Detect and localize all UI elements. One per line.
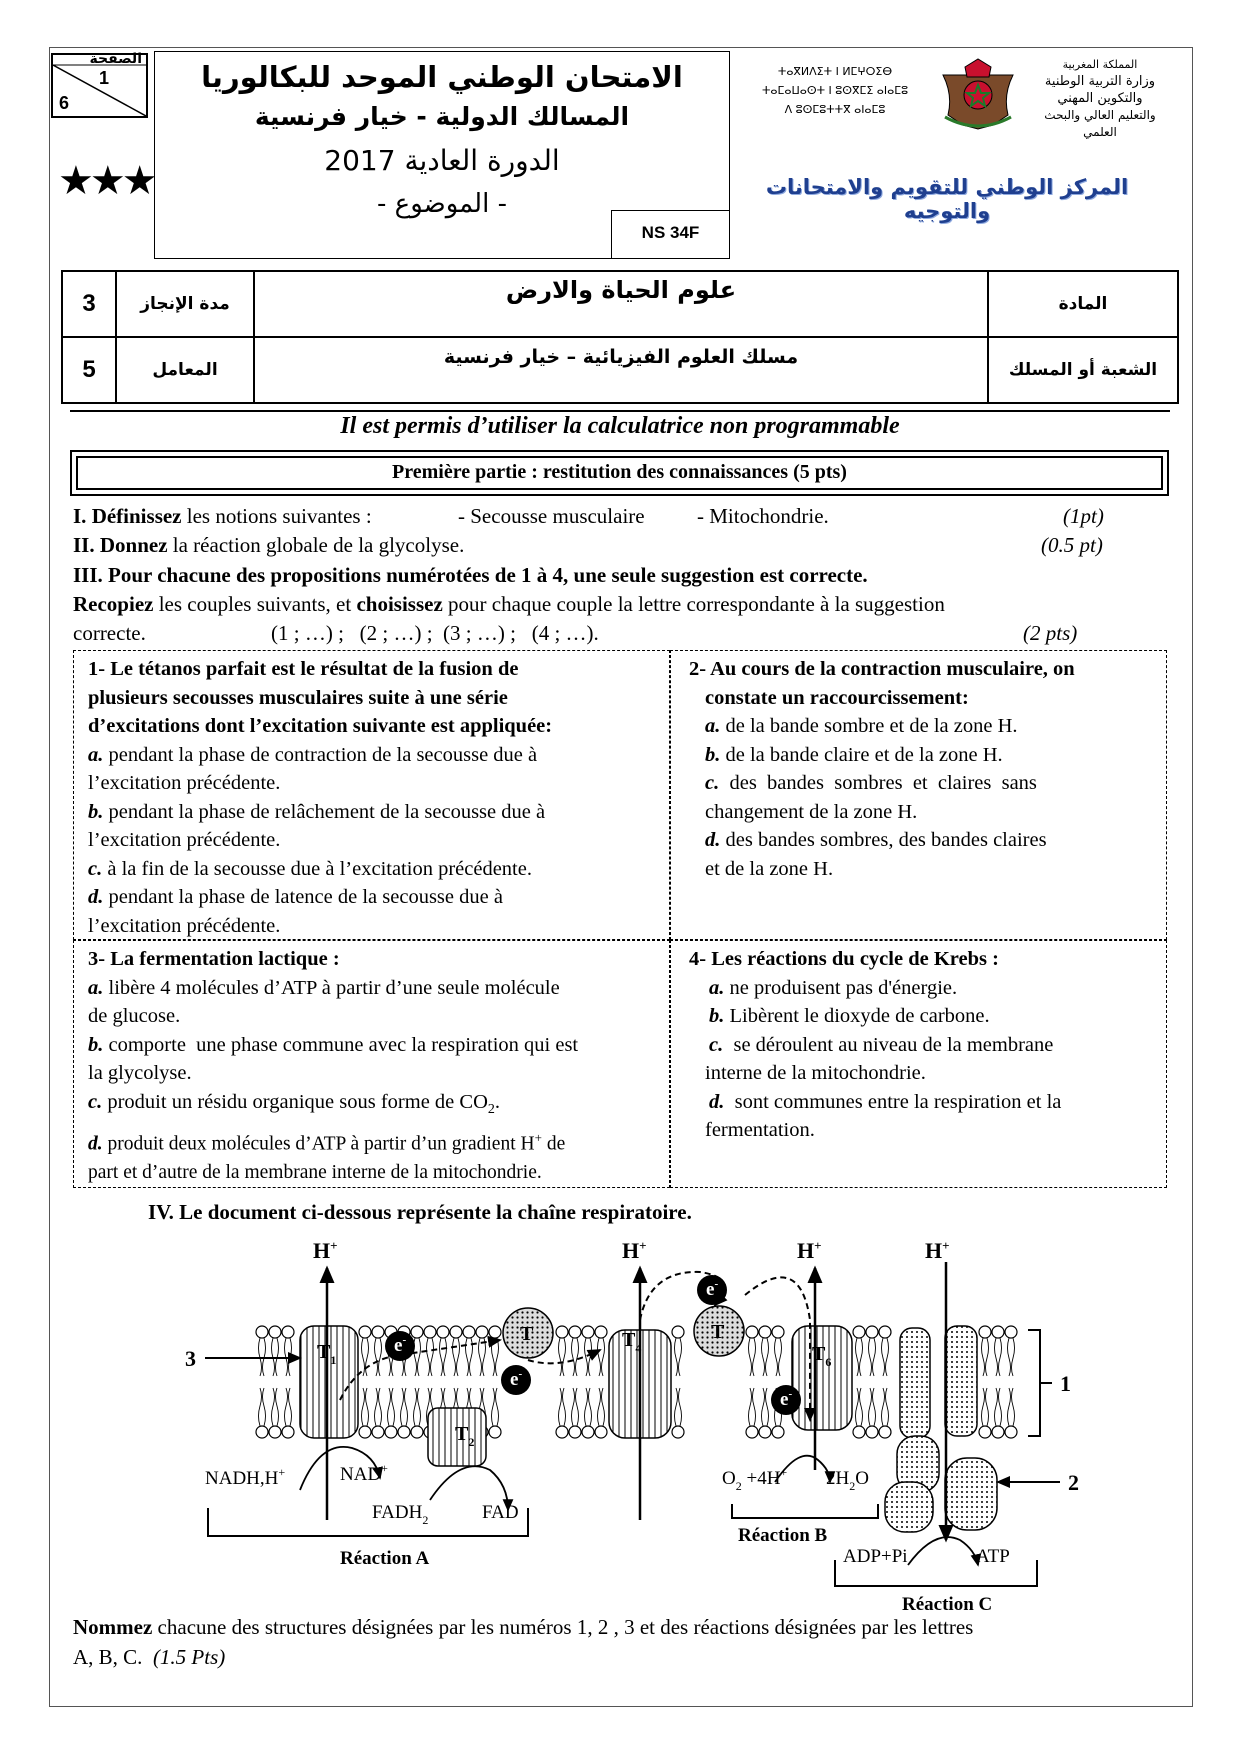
- h-plus-4: H+: [925, 1238, 950, 1263]
- p2-c-2: changement de la zone H.: [705, 800, 918, 823]
- h-plus-1: H+: [313, 1238, 338, 1263]
- ministry-block: [1030, 56, 1170, 141]
- p2-stem-1: 2- Au cours de la contraction musculaire, on: [689, 658, 1075, 680]
- phospholipid-head: [556, 1426, 568, 1438]
- p1-stem-1: 1- Le tétanos parfait est le résultat de la fusion de: [88, 658, 519, 680]
- p3-letter-b: b.: [88, 1033, 104, 1056]
- phospholipid-head: [1005, 1426, 1017, 1438]
- phospholipid-head: [979, 1326, 991, 1338]
- label-2: 2: [1068, 1470, 1079, 1495]
- duration-label-cell: [117, 272, 255, 338]
- duration-label: مدة الإنجاز: [140, 294, 230, 314]
- info-table: [61, 270, 1179, 404]
- p4-stem: 4- Les réactions du cycle de Krebs :: [689, 948, 999, 970]
- p1-letter-a: a.: [88, 743, 104, 766]
- q1-verb: Définissez: [91, 504, 182, 528]
- coef-label-cell: [117, 338, 255, 402]
- phospholipid-head: [582, 1326, 594, 1338]
- phospholipid-head: [359, 1326, 371, 1338]
- ministry-line-4: والتعليم العالي والبحث العلمي: [1044, 108, 1156, 139]
- phospholipid-tail: [762, 1338, 769, 1426]
- phospholipid-head: [759, 1326, 771, 1338]
- coef-value-cell: [63, 338, 117, 402]
- branch-label: الشعبة أو المسلك: [1008, 360, 1158, 380]
- phospholipid-head: [476, 1326, 488, 1338]
- respiratory-chain-diagram: [150, 1222, 1150, 1622]
- p1-d-1: pendant la phase de latence de la secousse due à: [103, 886, 503, 908]
- q3-text-3: correcte.: [73, 621, 146, 645]
- phospholipid-head: [866, 1326, 878, 1338]
- label-3: 3: [185, 1346, 196, 1371]
- p1-stem-2: plusieurs secousses musculaires suite à une série: [88, 686, 508, 709]
- phospholipid-head: [398, 1426, 410, 1438]
- phospholipid-head: [992, 1426, 1004, 1438]
- question-3-instr: [73, 590, 1133, 618]
- nadh-label: NADH,H+: [205, 1465, 286, 1489]
- p4-d-2: fermentation.: [705, 1119, 815, 1141]
- atp-synthase-channel-1: [900, 1328, 930, 1438]
- phospholipid-head: [772, 1426, 784, 1438]
- phospholipid-head: [463, 1326, 475, 1338]
- p4-letter-b: b.: [709, 1005, 725, 1027]
- phospholipid-tail: [869, 1338, 876, 1426]
- p4-letter-d: d.: [709, 1090, 725, 1113]
- p1-d-2: l’excitation précédente.: [88, 914, 281, 937]
- reaction-c-label: Réaction C: [902, 1594, 993, 1615]
- p2-letter-d: d.: [705, 829, 721, 851]
- page-total: 6: [59, 93, 70, 113]
- label-t4: $T_4$: [622, 1329, 642, 1355]
- duration-value: 3: [82, 290, 96, 317]
- q3-verb-2: choisissez: [356, 592, 443, 616]
- p1-b-2: l’excitation précédente.: [88, 829, 281, 851]
- bracket-reaction-b: [732, 1504, 878, 1518]
- label-t3: T: [520, 1323, 534, 1345]
- p3-letter-a: a.: [88, 976, 104, 999]
- fadh-label: $FADH_2$: [372, 1502, 429, 1527]
- exam-code-box: [611, 210, 729, 258]
- p1-b-1: pendant la phase de relâchement de la secousse due à: [103, 800, 546, 823]
- phospholipid-tail: [414, 1338, 421, 1426]
- phospholipid-head: [282, 1426, 294, 1438]
- atp-synthase-head-1: [885, 1482, 933, 1532]
- label-t2: $T_2$: [455, 1423, 475, 1449]
- p3-b-2: la glycolyse.: [88, 1062, 192, 1084]
- tifinagh-line-2: ⵜⴰⵎⴰⵡⴰⵙⵜ ⵏ ⵓⵙⴳⵎⵉ ⴰⵏⴰⵎⵓ: [761, 84, 909, 97]
- p1-c-1: à la fin de la secousse due à l’excitation précédente.: [102, 857, 532, 880]
- phospholipid-head: [866, 1426, 878, 1438]
- phospholipid-head: [489, 1426, 501, 1438]
- phospholipid-head: [569, 1326, 581, 1338]
- p3-d-1: produit deux molécules d’ATP à partir d’un gradient H: [102, 1133, 535, 1155]
- phospholipid-head: [385, 1426, 397, 1438]
- p2-letter-a: a.: [705, 715, 721, 737]
- p4-a: ne produisent pas d'énergie.: [724, 976, 958, 999]
- ministry-line-2: وزارة التربية الوطنية: [1044, 74, 1156, 89]
- p2-d-2: et de la zone H.: [705, 857, 834, 880]
- p3-d-1b: de: [541, 1133, 566, 1155]
- q4-instr-verb: Nommez: [73, 1615, 153, 1639]
- phospholipid-head: [582, 1426, 594, 1438]
- subject-label-cell: [989, 272, 1177, 338]
- phospholipid-head: [437, 1326, 449, 1338]
- subject-value: علوم الحياة والارض: [505, 276, 737, 304]
- p1-a-2: l’excitation précédente.: [88, 772, 281, 794]
- p3-d-sup: +: [534, 1130, 542, 1146]
- p1-a-1: pendant la phase de contraction de la secousse due à: [103, 743, 538, 766]
- phospholipid-tail: [856, 1338, 863, 1426]
- phospholipid-tail: [375, 1338, 382, 1426]
- adp-label: ADP+Pi: [843, 1546, 908, 1567]
- phospholipid-tail: [585, 1338, 592, 1426]
- bracket-1: [1028, 1330, 1052, 1436]
- tifinagh-line-1: ⵜⴰⴳⵍⴷⵉⵜ ⵏ ⵍⵎⵖⵔⵉⴱ: [777, 65, 893, 78]
- title-line-1: الامتحان الوطني الموحد للبكالوريا: [201, 60, 683, 94]
- label-1: 1: [1060, 1371, 1071, 1396]
- phospholipid-head: [489, 1326, 501, 1338]
- exam-code: NS 34F: [641, 223, 700, 242]
- phospholipid-head: [282, 1326, 294, 1338]
- h-plus-3: H+: [797, 1238, 822, 1263]
- p2-d-1: des bandes sombres, des bandes claires: [720, 829, 1047, 851]
- electron-label-3: e-: [706, 1278, 719, 1300]
- phospholipid-tail: [559, 1338, 566, 1426]
- phospholipid-head: [672, 1426, 684, 1438]
- subject-label: المادة: [1058, 294, 1108, 314]
- q2-verb: Donnez: [99, 533, 168, 557]
- q3-text-1: les couples suivants, et: [153, 592, 357, 616]
- phospholipid-head: [556, 1326, 568, 1338]
- label-t5: T: [711, 1321, 725, 1343]
- question-3-title: III. Pour chacune des propositions numérotées de 1 à 4, une seule suggestion est correcte.: [73, 563, 868, 587]
- phospholipid-head: [595, 1426, 607, 1438]
- phospholipid-head: [359, 1426, 371, 1438]
- phospholipid-tail: [995, 1338, 1002, 1426]
- phospholipid-head: [746, 1426, 758, 1438]
- page-number: 1: [99, 68, 110, 88]
- question-3-couples-line: [73, 619, 1133, 647]
- phospholipid-head: [879, 1426, 891, 1438]
- page-label: الصفحة: [89, 51, 142, 67]
- p4-c-2: interne de la mitochondrie.: [705, 1062, 926, 1084]
- p1-letter-d: d.: [88, 886, 104, 908]
- p3-letter-d: d.: [88, 1133, 103, 1155]
- p1-stem-3: d’excitations dont l’excitation suivante est appliquée:: [88, 715, 553, 737]
- title-line-2: المسالك الدولية - خيار فرنسية: [254, 102, 630, 131]
- p2-c-1: des bandes sombres et claires sans: [719, 772, 1037, 794]
- coef-label: المعامل: [152, 360, 218, 380]
- electron-label-1: e-: [394, 1334, 407, 1356]
- moroccan-emblem-icon: [933, 55, 1023, 133]
- atp-synthase-channel-2: [945, 1326, 977, 1436]
- phospholipid-tail: [259, 1338, 266, 1426]
- phospholipid-head: [992, 1326, 1004, 1338]
- phospholipid-head: [772, 1326, 784, 1338]
- proposition-3: [73, 940, 670, 1188]
- phospholipid-head: [256, 1426, 268, 1438]
- fad-label: FAD: [482, 1502, 519, 1523]
- reaction-a-label: Réaction A: [340, 1548, 430, 1569]
- ministry-line-3: والتكوين المهني: [1057, 91, 1143, 106]
- q3-couples: (1 ; …) ; (2 ; …) ; (3 ; …) ; (4 ; …).: [271, 621, 599, 645]
- h2o-label: $2H_2O$: [826, 1468, 869, 1493]
- p3-a-1: libère 4 molécules d’ATP à partir d’une seule molécule: [103, 976, 560, 999]
- p4-b: Libèrent le dioxyde de carbone.: [724, 1005, 990, 1027]
- rule-line: [70, 410, 1170, 412]
- p3-b-1: comporte une phase commune avec la respiration qui est: [103, 1033, 579, 1056]
- p3-c-end: .: [494, 1090, 501, 1113]
- exam-title-box: [154, 51, 730, 259]
- duration-value-cell: [63, 272, 117, 338]
- page-number-box: [51, 53, 148, 118]
- q4-instr-text-1: chacune des structures désignées par les numéros 1, 2 , 3 et des réactions désignées par les lettres: [152, 1615, 974, 1639]
- h-plus-2: H+: [622, 1238, 647, 1263]
- q2-num: II.: [73, 533, 95, 557]
- p3-c-sub: 2: [487, 1101, 495, 1117]
- center-name: المركز الوطني للتقويم والامتحانات والتوجيه: [765, 175, 1129, 223]
- phospholipid-head: [746, 1326, 758, 1338]
- p2-b: de la bande claire et de la zone H.: [720, 743, 1003, 766]
- electron-label-4: e-: [780, 1388, 793, 1410]
- label-t6: $T_6$: [812, 1343, 832, 1369]
- phospholipid-head: [424, 1326, 436, 1338]
- tifinagh-line-3: ⴷ ⵓⵙⵎⵓⵜⵜⴳ ⴰⵏⴰⵎⵓ: [784, 103, 886, 116]
- p1-letter-c: c.: [88, 857, 103, 880]
- phospholipid-head: [853, 1326, 865, 1338]
- phospholipid-tail: [572, 1338, 579, 1426]
- part-title-box: [70, 450, 1169, 496]
- p1-letter-b: b.: [88, 800, 104, 823]
- subject-value-cell: [255, 272, 989, 338]
- phospholipid-head: [269, 1326, 281, 1338]
- phospholipid-head: [411, 1326, 423, 1338]
- phospholipid-head: [411, 1426, 423, 1438]
- label-t1: $T_1$: [317, 1341, 337, 1367]
- phospholipid-tail: [272, 1338, 279, 1426]
- branch-value: مسلك العلوم الفيزيائية – خيار فرنسية: [443, 346, 799, 368]
- proposition-1: [73, 650, 670, 940]
- calculator-note: Il est permis d’utiliser la calculatrice non programmable: [340, 413, 900, 439]
- part-title: Première partie : restitution des connaissances (5 pts): [392, 461, 847, 483]
- p3-a-2: de glucose.: [88, 1005, 181, 1027]
- title-line-4: - الموضوع -: [377, 189, 507, 219]
- branch-label-cell: [989, 338, 1177, 402]
- electron-label-2: e-: [510, 1368, 523, 1390]
- p4-letter-a: a.: [709, 976, 725, 999]
- coef-value: 5: [82, 356, 96, 383]
- phospholipid-head: [256, 1326, 268, 1338]
- phospholipid-head: [569, 1426, 581, 1438]
- question-1: [73, 502, 1133, 530]
- reaction-c-arrow: [908, 1537, 978, 1565]
- nad-label: NAD+: [340, 1461, 388, 1485]
- phospholipid-tail: [1008, 1338, 1015, 1426]
- ministry-line-1: المملكة المغربية: [1062, 58, 1138, 71]
- question-2: [73, 531, 1133, 559]
- p4-letter-c: c.: [709, 1033, 724, 1056]
- q1-item-1: - Secousse musculaire: [458, 504, 645, 528]
- phospholipid-tail: [362, 1338, 369, 1426]
- branch-value-cell: [255, 338, 989, 402]
- q4-instr-pts: (1.5 Pts): [152, 1645, 226, 1669]
- phospholipid-head: [672, 1326, 684, 1338]
- phospholipid-head: [450, 1326, 462, 1338]
- proposition-2: [670, 650, 1167, 940]
- phospholipid-head: [269, 1426, 281, 1438]
- tifinagh-block: [735, 62, 935, 119]
- q1-points: (1pt): [1063, 504, 1104, 528]
- p2-letter-b: b.: [705, 743, 721, 766]
- phospholipid-head: [595, 1326, 607, 1338]
- p2-a: de la bande sombre et de la zone H.: [720, 715, 1018, 737]
- bracket-reaction-a: [208, 1508, 528, 1536]
- o2-label: $O_2 +4H^+$: [722, 1465, 788, 1493]
- phospholipid-head: [879, 1326, 891, 1338]
- p2-letter-c: c.: [705, 772, 720, 794]
- q1-num: I.: [73, 504, 87, 528]
- atp-synthase-head-2: [945, 1458, 997, 1530]
- phospholipid-head: [759, 1426, 771, 1438]
- phospholipid-head: [372, 1326, 384, 1338]
- phospholipid-head: [853, 1426, 865, 1438]
- q3-points: (2 pts): [1023, 621, 1078, 645]
- atp-label: ATP: [976, 1546, 1010, 1567]
- difficulty-stars: ★★★: [58, 158, 154, 204]
- phospholipid-head: [1005, 1326, 1017, 1338]
- complex-t6: [792, 1326, 852, 1430]
- phospholipid-tail: [982, 1338, 989, 1426]
- q4-instr-text-2: A, B, C.: [73, 1645, 153, 1669]
- title-line-3: الدورة العادية 2017: [324, 144, 560, 177]
- phospholipid-head: [372, 1426, 384, 1438]
- q3-verb-1: Recopiez: [73, 592, 154, 616]
- p3-c-1: produit un résidu organique sous forme de CO: [102, 1090, 488, 1113]
- p3-stem: 3- La fermentation lactique :: [88, 948, 340, 970]
- phospholipid-tail: [749, 1338, 756, 1426]
- p2-stem-2: constate un raccourcissement:: [705, 686, 969, 709]
- q1-item-2: - Mitochondrie.: [697, 504, 829, 528]
- p3-d-2: part et d’autre de la membrane interne de la mitochondrie.: [88, 1162, 542, 1184]
- phospholipid-tail: [285, 1338, 292, 1426]
- phospholipid-tail: [882, 1338, 889, 1426]
- question-4-instructions: [73, 1612, 1173, 1672]
- p4-d-1: sont communes entre la respiration et la: [724, 1090, 1062, 1113]
- phospholipid-head: [979, 1426, 991, 1438]
- q3-text-2: pour chaque couple la lettre correspondante à la suggestion: [442, 592, 945, 616]
- phospholipid-tail: [492, 1338, 499, 1426]
- q1-text: les notions suivantes :: [181, 504, 372, 528]
- phospholipid-tail: [675, 1338, 682, 1426]
- q2-text: la réaction globale de la glycolyse.: [167, 533, 465, 557]
- q2-points: (0.5 pt): [1041, 533, 1103, 557]
- p4-c-1: se déroulent au niveau de la membrane: [723, 1033, 1054, 1056]
- reaction-b-label: Réaction B: [738, 1525, 828, 1546]
- p3-letter-c: c.: [88, 1090, 103, 1113]
- question-4-title: IV. Le document ci-dessous représente la chaîne respiratoire.: [148, 1200, 692, 1224]
- proposition-4: [670, 940, 1167, 1188]
